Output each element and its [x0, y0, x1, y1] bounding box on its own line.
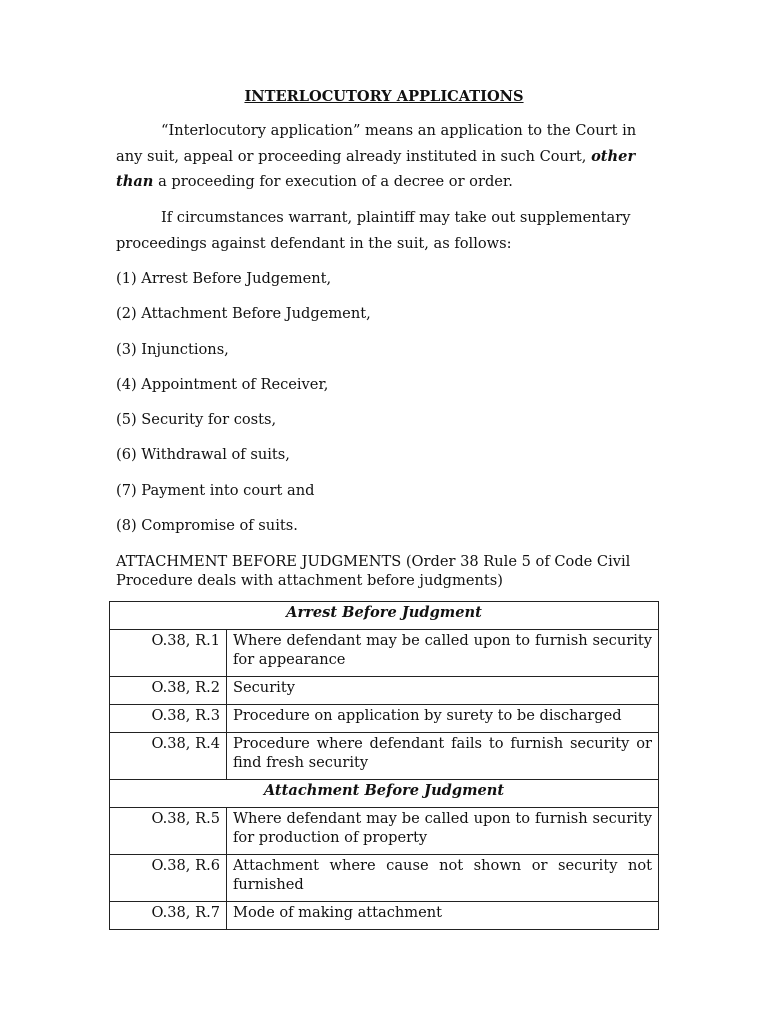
- description-cell: Attachment where cause not shown or security not furnished: [227, 855, 659, 902]
- page-title: INTERLOCUTORY APPLICATIONS: [244, 88, 524, 105]
- rule-cell: O.38, R.7: [110, 902, 227, 930]
- list-item: (4) Appointment of Receiver,: [116, 375, 329, 393]
- rule-cell: O.38, R.3: [110, 705, 227, 733]
- table-row: [110, 733, 659, 780]
- rule-cell: O.38, R.4: [110, 733, 227, 780]
- description-cell: Procedure on application by surety to be discharged: [227, 705, 659, 733]
- rule-cell: O.38, R.2: [110, 677, 227, 705]
- attachment-heading: ATTACHMENT BEFORE JUDGMENTS (Order 38 Rule 5 of Code Civil Procedure deals with attachment before judgments): [116, 553, 631, 589]
- list-item: (8) Compromise of suits.: [116, 517, 298, 535]
- rule-cell: O.38, R.1: [110, 630, 227, 677]
- definition-emphasis: other than: [116, 147, 636, 190]
- list-item: (5) Security for costs,: [116, 411, 277, 429]
- table-row: [110, 808, 659, 855]
- list-item: (7) Payment into court and: [116, 481, 315, 499]
- table-section-row: [110, 602, 659, 630]
- table-row: [110, 705, 659, 733]
- list-item: (3) Injunctions,: [116, 340, 229, 358]
- definition-text: “Interlocutory application” means an application to the Court in any suit, appeal or proceeding already instituted in such Court,: [116, 122, 637, 165]
- table-row: [110, 630, 659, 677]
- table-row: [110, 902, 659, 930]
- description-cell: Security: [227, 677, 659, 705]
- table-section-row: [110, 780, 659, 808]
- table-row: [110, 677, 659, 705]
- proceedings-list: [116, 268, 371, 550]
- description-cell: Mode of making attachment: [227, 902, 659, 930]
- section-heading-arrest: Arrest Before Judgment: [110, 602, 659, 630]
- list-item: (6) Withdrawal of suits,: [116, 446, 290, 464]
- rule-cell: O.38, R.5: [110, 808, 227, 855]
- description-cell: Procedure where defendant fails to furnish security or find fresh security: [227, 733, 659, 780]
- rule-cell: O.38, R.6: [110, 855, 227, 902]
- order-rules-table: [109, 601, 659, 930]
- table-row: [110, 855, 659, 902]
- definition-text-end: a proceeding for execution of a decree or order.: [158, 173, 513, 190]
- list-item: (1) Arrest Before Judgement,: [116, 270, 332, 287]
- supplementary-paragraph: If circumstances warrant, plaintiff may take out supplementary proceedings against defendant in the suit, as follows:: [116, 209, 631, 252]
- description-cell: Where defendant may be called upon to furnish security for production of property: [227, 808, 659, 855]
- list-item: (2) Attachment Before Judgement,: [116, 305, 371, 323]
- definition-paragraph: [116, 118, 654, 195]
- description-cell: Where defendant may be called upon to furnish security for appearance: [227, 630, 659, 677]
- section-heading-attachment: Attachment Before Judgment: [110, 780, 659, 808]
